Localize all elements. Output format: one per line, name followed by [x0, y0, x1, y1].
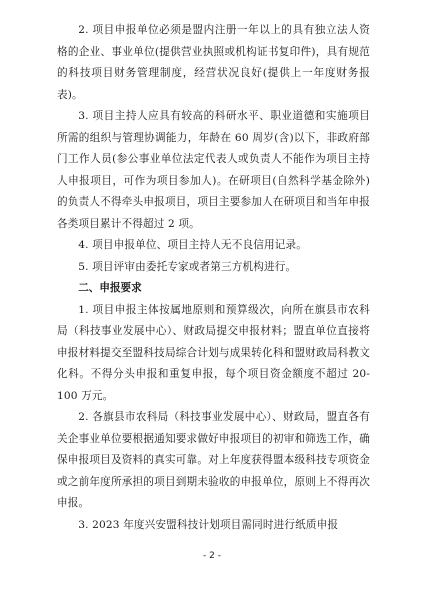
- paragraph-application-1: 1. 项目申报主体按属地原则和预算级次，向所在旗县市农科局（科技事业发展中心）、财政局提交申报材料；盟直单位直接将申报材料提交至盟科技局综合计划与成果转化科和盟财政局科教文化科。不得分头申报和重复申报，每个项目资金额度不超过 20-100 万元。: [57, 303, 370, 402]
- document-body: [57, 20, 370, 536]
- page-number: - 2 -: [203, 551, 221, 561]
- paragraph-application-3: 3. 2023 年度兴安盟科技计划项目需同时进行纸质申报: [78, 518, 339, 531]
- paragraph-application-2: 2. 各旗县市农科局（科技事业发展中心）、财政局，盟直各有关企事业单位要根据通知要求做好申报项目的初审和筛选工作，确保申报项目及资料的真实可靠。对上年度获得盟本级科技专项资金或之前年度所承担的项目到期未验收的申报单位，原则上不得再次申报。: [57, 411, 370, 509]
- paragraph-requirement-2: 2. 项目申报单位必须是盟内注册一年以上的具有独立法人资格的企业、事业单位(提供营业执照或机构证书复印件)，具有规范的科技项目财务管理制度，经营状况良好(提供上一年度财务报表)。: [57, 24, 370, 101]
- paragraph-requirement-5: 5. 项目评审由委托专家或者第三方机构进行。: [78, 260, 297, 273]
- paragraph-requirement-3: 3. 项目主持人应具有较高的科研水平、职业道德和实施项目所需的组织与管理协调能力，年龄在 60 周岁(含)以下，非政府部门工作人员(参公事业单位法定代表人或负责人不能作为项目主持人申报项目，可作为项目参加人)。在研项目(自然科学基金除外)的负责人不得牵头申报项目，项目主要参加人在研项目和当年申报各类项目累计不得超过 2 项。: [57, 110, 370, 230]
- section-heading-application-requirements: 二、申报要求: [78, 282, 142, 294]
- paragraph-requirement-4: 4. 项目申报单位、项目主持人无不良信用记录。: [78, 239, 307, 251]
